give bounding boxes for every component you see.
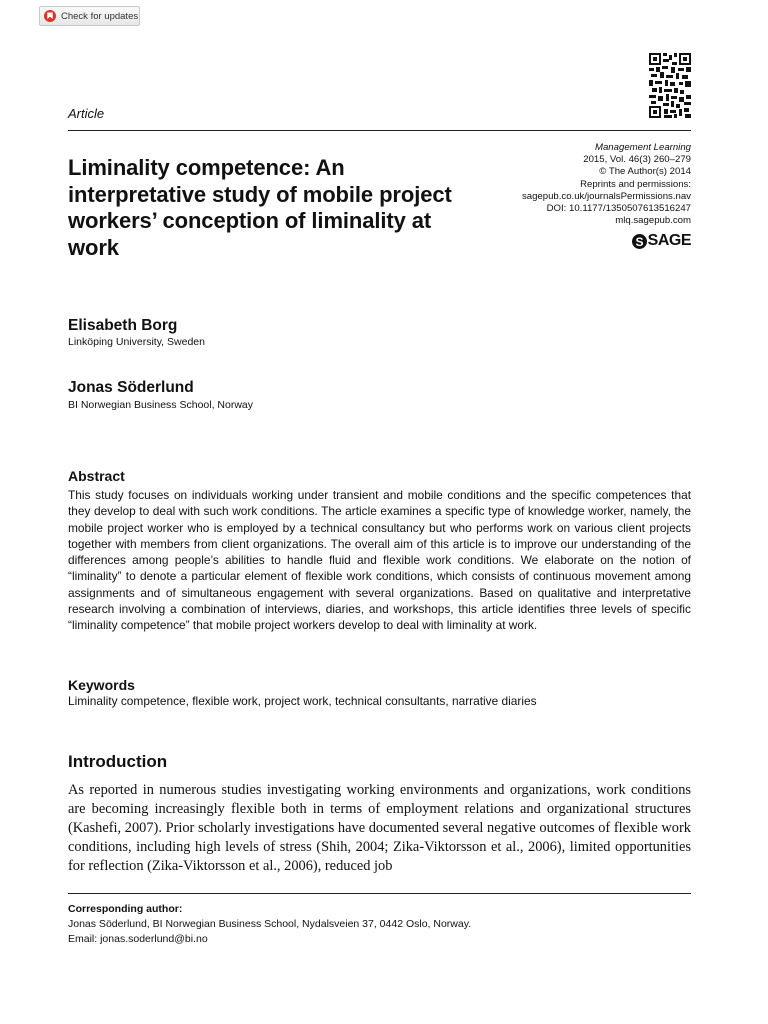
sage-logo-text: SAGE	[647, 232, 691, 249]
qr-code-image	[649, 53, 691, 118]
abstract-text: This study focuses on individuals working under transient and mobile conditions and the specific competences that they develop to deal with such work conditions. The article examines a specific type of knowledge worker, namely, the mobile project worker who is employed by a technical consultancy but who performs work on various client projects together with members from client organizations. The overall aim of this article is to improve our understanding of the differences among people’s abilities to handle fluid and flexible work conditions. We elaborate on the notion of “liminality” to denote a particular element of flexible work conditions, which consists of continuous movement among assignments and of simultaneous engagement with several organizations. Based on qualitative and interpretative research involving a combination of interviews, diaries, and workshops, this article identifies three levels of specific “liminality competence” that mobile project workers develop to deal with liminality at work.	[68, 488, 691, 633]
author-name: Jonas Söderlund	[68, 379, 194, 396]
svg-text:S: S	[635, 234, 644, 249]
author-affiliation: BI Norwegian Business School, Norway	[68, 399, 254, 411]
journal-name: Management Learning	[594, 142, 691, 153]
introduction-heading: Introduction	[68, 752, 168, 771]
corresponding-author-address: Jonas Söderlund, BI Norwegian Business School, Nydalsveien 37, 0442 Oslo, Norway.	[68, 918, 472, 930]
sage-logo	[629, 233, 691, 249]
corresponding-author-email[interactable]: Email: jonas.soderlund@bi.no	[68, 933, 208, 945]
crossmark-icon	[44, 10, 56, 22]
check-for-updates-button[interactable]	[39, 6, 140, 26]
sage-logo-icon	[632, 234, 647, 249]
doi-link[interactable]: DOI: 10.1177/1350507613516247	[546, 203, 691, 215]
check-for-updates-label: Check for updates	[61, 10, 139, 22]
copyright-line: © The Author(s) 2014	[599, 166, 691, 178]
introduction-text: As reported in numerous studies investigating working environments and organizations, work conditions are becoming increasingly flexible both in terms of employment relations and organizational structures (Kashefi, 2007). Prior scholarly investigations have documented several negative outcomes of flexible work conditions, including high levels of stress (Shih, 2004; Zika-Viktorsson et al., 2006), limited opportunities for reflection (Zika-Viktorsson et al., 2006), reduced job	[68, 782, 691, 875]
author-name: Elisabeth Borg	[68, 317, 178, 334]
abstract-heading: Abstract	[68, 468, 125, 484]
reprints-label: Reprints and permissions:	[580, 178, 691, 190]
journal-volume: 2015, Vol. 46(3) 260–279	[583, 154, 691, 166]
footnote-divider	[68, 893, 691, 894]
permissions-link[interactable]: sagepub.co.uk/journalsPermissions.nav	[521, 190, 691, 202]
journal-info	[522, 142, 691, 227]
journal-url-link[interactable]: mlq.sagepub.com	[615, 215, 691, 227]
corresponding-author-heading: Corresponding author:	[68, 903, 183, 915]
author-affiliation: Linköping University, Sweden	[68, 336, 205, 348]
article-title: Liminality competence: An interpretative study of mobile project workers’ conception of liminality at work	[68, 155, 452, 260]
article-type-label: Article	[68, 106, 105, 121]
keywords-heading: Keywords	[68, 677, 135, 693]
header-divider	[68, 130, 691, 131]
keywords-text: Liminality competence, flexible work, project work, technical consultants, narrative diaries	[68, 694, 537, 708]
